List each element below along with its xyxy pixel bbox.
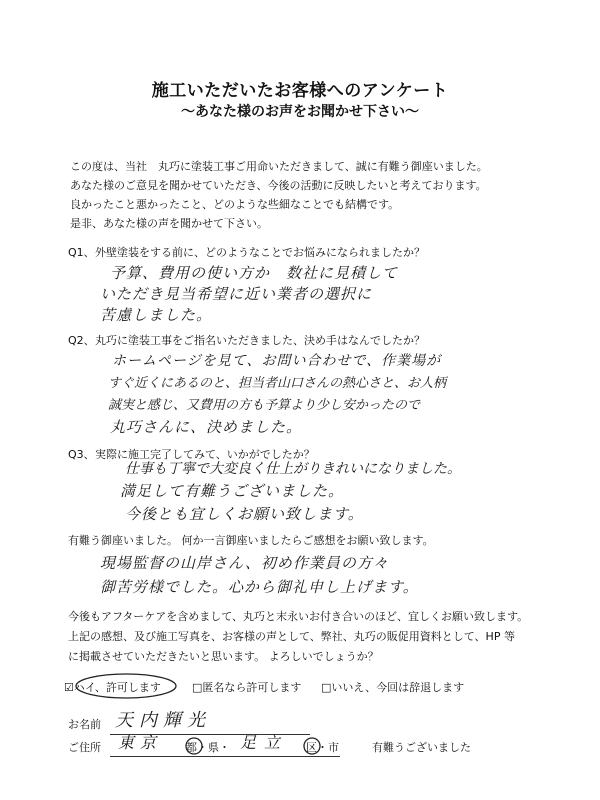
q1-text: 外壁塗装をする前に、どのようなことでお悩みになられましたか？: [95, 246, 425, 259]
closing-answer-line[interactable]: 現場監督の山岸さん、初め作業員の方々: [100, 554, 389, 572]
intro-line: 是非、あなた様の声を聞かせて下さい。: [70, 217, 268, 230]
q3-answer-line[interactable]: 今後とも宜しくお願い致します。: [125, 505, 364, 523]
q2-answer-line[interactable]: 誠実と感じ、又費用の方も予算より少し安かったので: [108, 398, 421, 413]
q1-answer-line[interactable]: 予算、費用の使い方か 数社に見積して: [110, 264, 399, 282]
intro-line: この度は、当社 丸巧に塗装工事ご用命いただきまして、誠に有難う御座いました。: [70, 160, 488, 173]
q1-answer-line[interactable]: いただき見当希望に近い業者の選択に: [100, 285, 373, 303]
address-label: ご住所: [68, 741, 101, 754]
q2-label: Q2、: [68, 334, 95, 347]
closing-prompt: 有難う御座いました。 何か一言御座いましたらご感想をお願い致します。: [68, 534, 434, 547]
q3-answer-line[interactable]: 満足して有難うございました。: [120, 482, 345, 500]
q2-answer-line[interactable]: ホームページを見て、お問い合わせで、作業場が: [112, 353, 442, 369]
closing-answer-line[interactable]: 御苦労様でした。心から御礼申し上げます。: [100, 578, 419, 596]
option-yes-label: ハイ、許可します: [73, 681, 161, 694]
checked-checkbox-icon[interactable]: ☑: [64, 681, 74, 694]
yes-circle-mark: [73, 674, 176, 698]
q3-text: 実際に施工完了してみて、いかがでしたか？: [95, 448, 315, 461]
q2-text: 丸巧に塗装工事をご指名いただきました、決め手はなんでしたか？: [95, 334, 425, 347]
page-subtitle: ～あなた様のお声をお聞かせ下さい～: [181, 104, 419, 120]
option-anonymous-label: 匿名なら許可します: [202, 681, 302, 694]
q2-answer-line[interactable]: 丸巧さんに、決めました。: [110, 418, 303, 436]
checkbox-icon[interactable]: □: [192, 681, 203, 694]
address-prefecture[interactable]: 東京: [118, 733, 163, 752]
address-city[interactable]: 足立: [240, 733, 289, 752]
page-title: 施工いただいたお客様へのアンケート: [151, 81, 449, 101]
intro-line: 良かったこと悪かったこと、どのような些細なことでも結構です。: [70, 198, 400, 211]
q3-answer-line[interactable]: 仕事も丁寧で大変良く仕上がりきれいになりました。: [125, 461, 461, 477]
aftercare-line: に掲載させていただきたいと思います。 よろしいでしょうか？: [68, 650, 379, 663]
checkbox-icon[interactable]: □: [321, 681, 332, 694]
aftercare-line: 上記の感想、及び施工写真を、お客様の声として、弊社、丸巧の販促用資料として、HP 等: [68, 630, 515, 643]
city-suffix: 区・市: [306, 741, 339, 754]
aftercare-line: 今後もアフターケアを含めまして、丸巧と末永いお付き合いのほど、宜しくお願い致します。: [68, 610, 529, 623]
q3-label: Q3、: [68, 448, 95, 461]
intro-line: あなた様のご意見を聞かせていただき、今後の活動に反映したいと考えております。: [70, 179, 487, 192]
thanks-text: 有難うございました: [372, 741, 471, 754]
option-decline-label: いいえ、今回は辞退します: [331, 681, 465, 694]
prefecture-circle-mark: [186, 738, 202, 754]
name-value[interactable]: 天内輝光: [115, 710, 211, 731]
q2-answer-line[interactable]: すぐ近くにあるのと、担当者山口さんの熱心さと、お人柄: [108, 376, 447, 391]
prefecture-suffix: 都・県・: [186, 741, 230, 754]
city-circle-mark: [304, 738, 320, 754]
q1-answer-line[interactable]: 苦慮しました。: [100, 306, 213, 324]
q1-label: Q1、: [68, 246, 95, 259]
name-label: お名前: [68, 718, 101, 731]
